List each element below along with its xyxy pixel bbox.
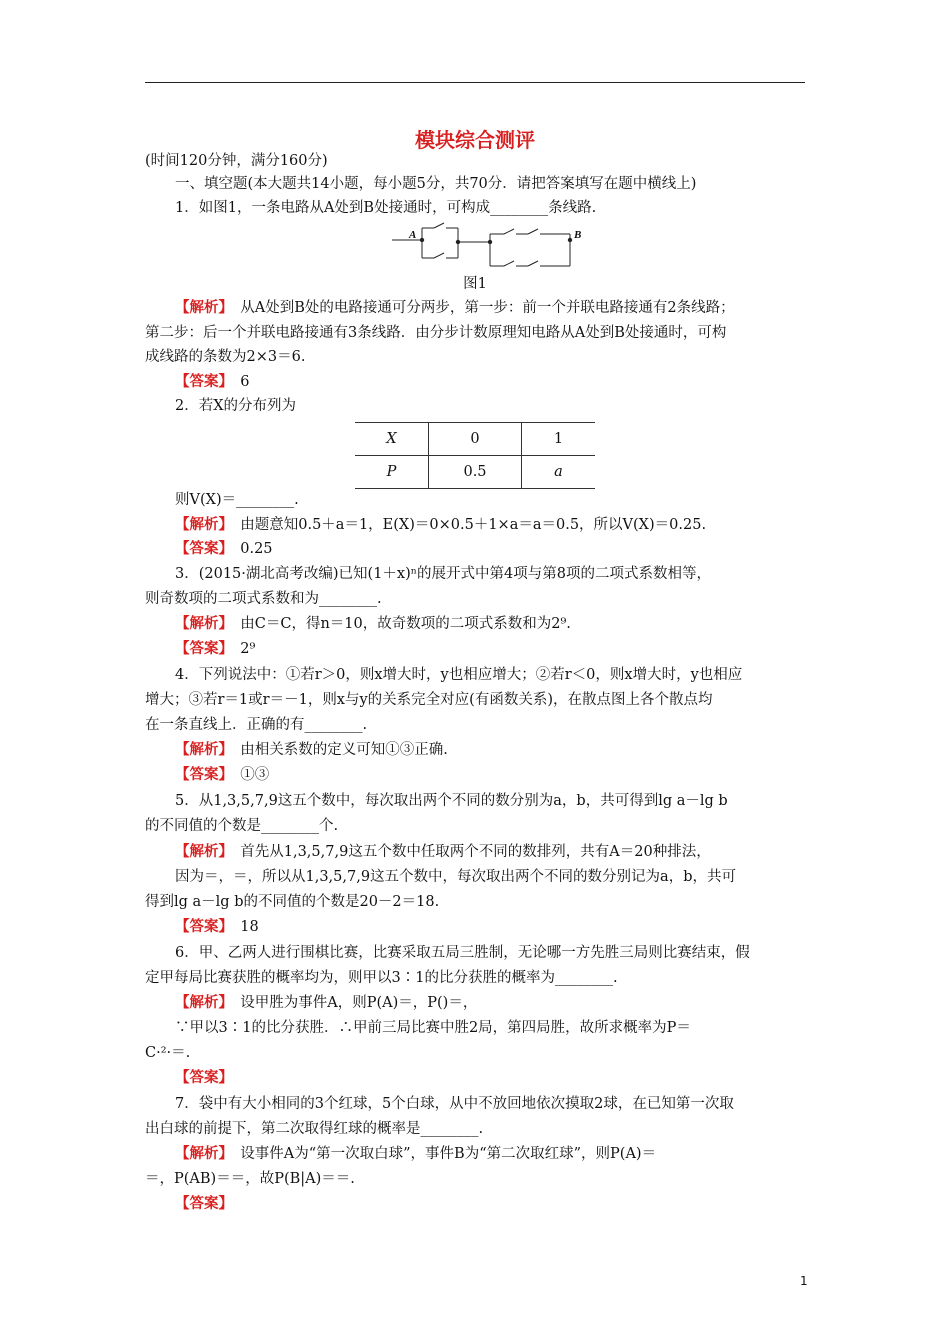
analysis-tag: 【解析】: [175, 299, 226, 316]
q6-analysis-line-2: ∵甲以3∶1的比分获胜．∴甲前三局比赛中胜2局，第四局胜，故所求概率为P＝: [175, 1020, 691, 1036]
q6-analysis-line-1: [175, 994, 477, 1012]
q7-answer: [175, 1195, 233, 1213]
q4-analysis-text: 由相关系数的定义可知①③正确.: [240, 742, 448, 758]
q4-stem-line-1: 4．下列说法中：①若r＞0，则x增大时，y也相应增大；②若r＜0，则x增大时，y也相应: [175, 667, 743, 683]
page-title: 模块综合测评: [415, 128, 535, 152]
answer-tag: 【答案】: [175, 373, 226, 390]
page-number: 1: [800, 1274, 808, 1288]
circuit-diagram: [392, 222, 592, 268]
q7-stem-line-2: 出白球的前提下，第二次取得红球的概率是________.: [145, 1121, 484, 1137]
q2-analysis: [175, 516, 706, 534]
table-cell: X: [355, 423, 429, 456]
analysis-tag: 【解析】: [175, 843, 226, 860]
q3-stem-line-2: 则奇数项的二项式系数和为________.: [145, 591, 382, 607]
q5-stem-line-1: 5．从1,3,5,7,9这五个数中，每次取出两个不同的数分别为a，b，共可得到lg a－lg b: [175, 793, 728, 809]
header-rule: [145, 82, 805, 83]
q2-answer-value: 0.25: [240, 541, 273, 557]
table-cell: 1: [522, 423, 596, 456]
q1-answer-value: 6: [240, 374, 250, 390]
table-cell: 0: [429, 423, 522, 456]
q2-answer: [175, 540, 273, 558]
q5-answer: [175, 918, 259, 936]
q6-answer: [175, 1069, 233, 1087]
answer-tag: 【答案】: [175, 1069, 233, 1086]
q4-stem-line-2: 增大；③若r＝1或r＝－1，则x与y的关系完全对应(有函数关系)，在散点图上各个散点均: [145, 692, 713, 708]
q7-analysis-line-2: ＝，P(AB)＝＝，故P(B|A)＝＝.: [145, 1171, 355, 1187]
q1-analysis-line-3: 成线路的条数为2×3＝6.: [145, 349, 306, 365]
q6-analysis-text: 设甲胜为事件A，则P(A)＝，P()＝，: [240, 995, 478, 1011]
figure-label-b: B: [574, 229, 582, 241]
q3-answer: [175, 640, 255, 658]
distribution-table: [355, 422, 595, 489]
q1-analysis-line-2: 第二步：后一个并联电路接通有3条线路．由分步计数原理知电路从A处到B处接通时，可构: [145, 325, 727, 341]
q2-analysis-text: 由题意知0.5＋a＝1，E(X)＝0×0.5＋1×a＝a＝0.5，所以V(X)＝0.25.: [240, 517, 707, 533]
q2-blank: 则V(X)＝________.: [175, 492, 299, 508]
q2-stem: 2．若X的分布列为: [175, 398, 297, 414]
analysis-tag: 【解析】: [175, 1145, 226, 1162]
q6-stem-line-2: 定甲每局比赛获胜的概率均为，则甲以3∶1的比分获胜的概率为________.: [145, 970, 618, 986]
q7-stem-line-1: 7．袋中有大小相同的3个红球，5个白球，从中不放回地依次摸取2球，在已知第一次取: [175, 1096, 734, 1112]
table-cell: 0.5: [429, 456, 522, 489]
q3-analysis-text: 由C＝C，得n＝10，故奇数项的二项式系数和为2⁹.: [240, 616, 571, 632]
q5-analysis-text: 首先从1,3,5,7,9这五个数中任取两个不同的数排列，共有A＝20种排法，: [240, 844, 711, 860]
table-row: [355, 423, 595, 456]
answer-tag: 【答案】: [175, 1195, 233, 1212]
analysis-tag: 【解析】: [175, 516, 226, 533]
table-cell: a: [522, 456, 596, 489]
exam-meta: (时间120分钟，满分160分): [145, 153, 328, 169]
section-heading: 一、填空题(本大题共14小题，每小题5分，共70分．请把答案填写在题中横线上): [175, 176, 697, 192]
q3-stem-line-1: 3．(2015·湖北高考改编)已知(1＋x)ⁿ的展开式中第4项与第8项的二项式系数相等，: [175, 566, 711, 582]
q4-answer: [175, 766, 269, 784]
answer-tag: 【答案】: [175, 640, 226, 657]
q6-stem-line-1: 6．甲、乙两人进行围棋比赛，比赛采取五局三胜制，无论哪一方先胜三局则比赛结束，假: [175, 945, 750, 961]
q5-analysis-line-2: 因为＝，＝，所以从1,3,5,7,9这五个数中，每次取出两个不同的数分别记为a，b，共可: [175, 869, 736, 885]
answer-tag: 【答案】: [175, 766, 226, 783]
q3-answer-value: 2⁹: [240, 641, 256, 657]
q1-analysis-line-1: [175, 299, 735, 317]
answer-tag: 【答案】: [175, 540, 226, 557]
figure-label-a: A: [409, 229, 417, 241]
q4-answer-value: ①③: [240, 767, 270, 783]
q6-analysis-line-3: C·²·＝.: [145, 1045, 191, 1061]
q4-stem-line-3: 在一条直线上．正确的有________.: [145, 717, 368, 733]
q7-analysis-line-1: [175, 1145, 656, 1163]
analysis-tag: 【解析】: [175, 615, 226, 632]
q4-analysis: [175, 741, 448, 759]
q5-analysis-line-3: 得到lg a－lg b的不同值的个数是20－2＝18.: [145, 894, 440, 910]
q3-analysis: [175, 615, 571, 633]
analysis-tag: 【解析】: [175, 741, 226, 758]
q1-analysis-text: 从A处到B处的电路接通可分两步，第一步：前一个并联电路接通有2条线路；: [240, 300, 735, 316]
answer-tag: 【答案】: [175, 918, 226, 935]
table-cell: P: [355, 456, 429, 489]
q5-stem-line-2: 的不同值的个数是________个.: [145, 818, 339, 834]
q1-stem: 1．如图1，一条电路从A处到B处接通时，可构成________条线路.: [175, 200, 597, 216]
q5-analysis-line-1: [175, 843, 711, 861]
analysis-tag: 【解析】: [175, 994, 226, 1011]
q7-analysis-text: 设事件A为“第一次取白球”，事件B为“第二次取红球”，则P(A)＝: [240, 1146, 657, 1162]
figure-caption: 图1: [463, 276, 487, 292]
q1-answer: [175, 373, 249, 391]
table-row: [355, 456, 595, 489]
q5-answer-value: 18: [240, 919, 259, 935]
